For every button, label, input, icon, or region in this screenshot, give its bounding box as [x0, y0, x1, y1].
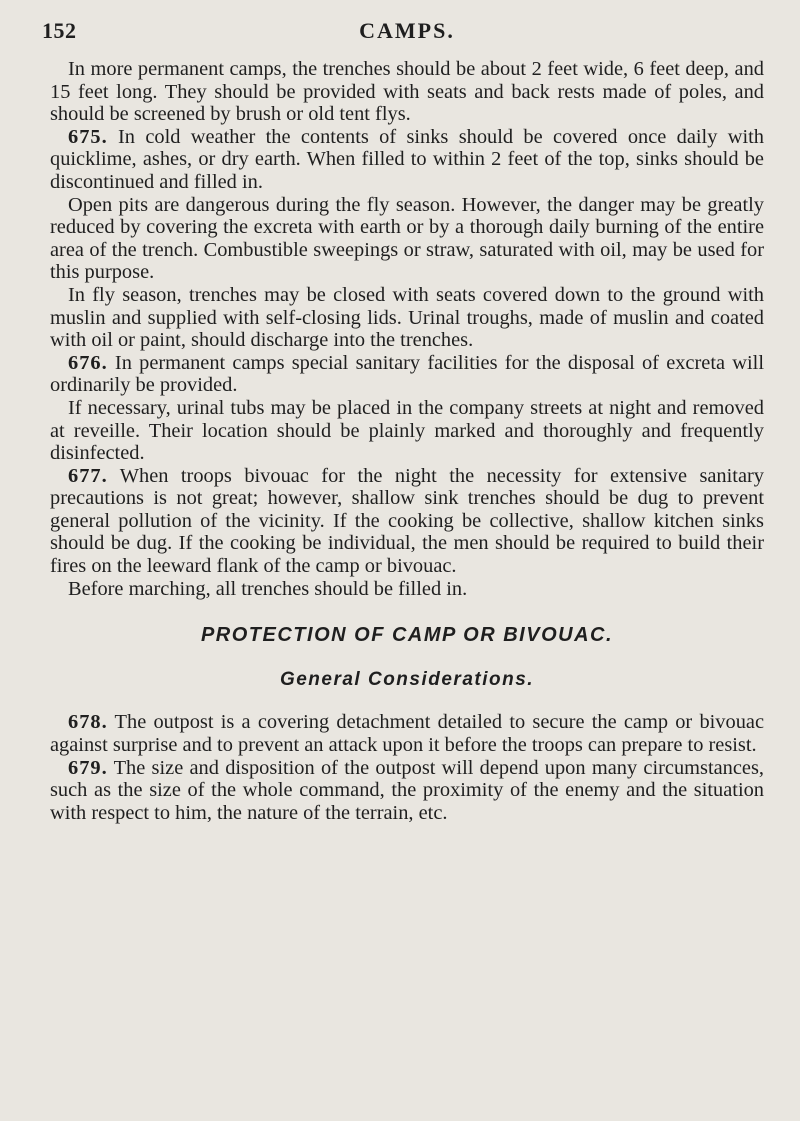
paragraph-676 — [50, 352, 764, 397]
paragraph-fly-season: In fly season, trenches may be closed with seats covered down to the ground with muslin and supplied with self-closing lids. Urinal troughs, made of muslin and coated with oil or paint, should discharge into the trenches. — [50, 283, 764, 352]
paragraph-open-pits: Open pits are dangerous during the fly season. However, the danger may be greatly reduced by covering the excreta with earth or by a thorough daily burning of the entire area of the trench. Combustible sweepings or straw, saturated with oil, may be used for this purpose. — [50, 193, 764, 284]
paragraph-number: 675. — [68, 125, 108, 148]
paragraph-678 — [50, 711, 764, 756]
paragraph-679 — [50, 757, 764, 825]
paragraph-number: 677. — [68, 464, 108, 487]
paragraph-urinal-tubs: If necessary, urinal tubs may be placed in the company streets at night and removed at reveille. Their location should be plainly marked and thoroughly and frequently disinfected. — [50, 396, 764, 465]
page-body — [50, 58, 764, 824]
subsection-heading: General Considerations. — [279, 668, 535, 690]
page-header — [42, 18, 764, 58]
running-head: CAMPS. — [359, 18, 455, 43]
paragraph-text: When troops bivouac for the night the necessity for extensive sanitary precautions is not great; however, shallow sink trenches should be dug to prevent general pollution of the vicinity. If the cooking be collective, shallow kitchen sinks should be dug. If the cooking be individual, the men should be required to build their fires on the leeward flank of the camp or bivouac. — [50, 464, 764, 578]
paragraph-trench-dimensions: In more permanent camps, the trenches should be about 2 feet wide, 6 feet deep, and 15 feet long. They should be provided with seats and back rests made of poles, and should be screened by brush or old tent flys. — [50, 58, 764, 126]
paragraph-text: In cold weather the contents of sinks should be covered once daily with quicklime, ashes, or dry earth. When filled to within 2 feet of the top, sinks should be discontinued and filled in. — [50, 125, 764, 193]
section-heading: PROTECTION OF CAMP OR BIVOUAC. — [200, 624, 614, 647]
page-number: 152 — [42, 18, 77, 43]
paragraph-text: The size and disposition of the outpost will depend upon many circumstances, such as the size of the whole command, the proximity of the enemy and the situation with respect to him, the nature of the terrain, etc. — [50, 756, 764, 824]
paragraph-number: 676. — [68, 351, 108, 374]
paragraph-text: The outpost is a covering detachment detailed to secure the camp or bivouac against surprise and to prevent an attack upon it before the troops can prepare to resist. — [50, 711, 764, 757]
paragraph-675 — [50, 126, 764, 194]
paragraph-number: 678. — [68, 711, 108, 734]
paragraph-text: In permanent camps special sanitary facilities for the disposal of excreta will ordinarily be provided. — [50, 351, 764, 397]
paragraph-677 — [50, 465, 764, 578]
paragraph-number: 679. — [68, 756, 108, 779]
paragraph-before-marching: Before marching, all trenches should be filled in. — [68, 577, 468, 600]
